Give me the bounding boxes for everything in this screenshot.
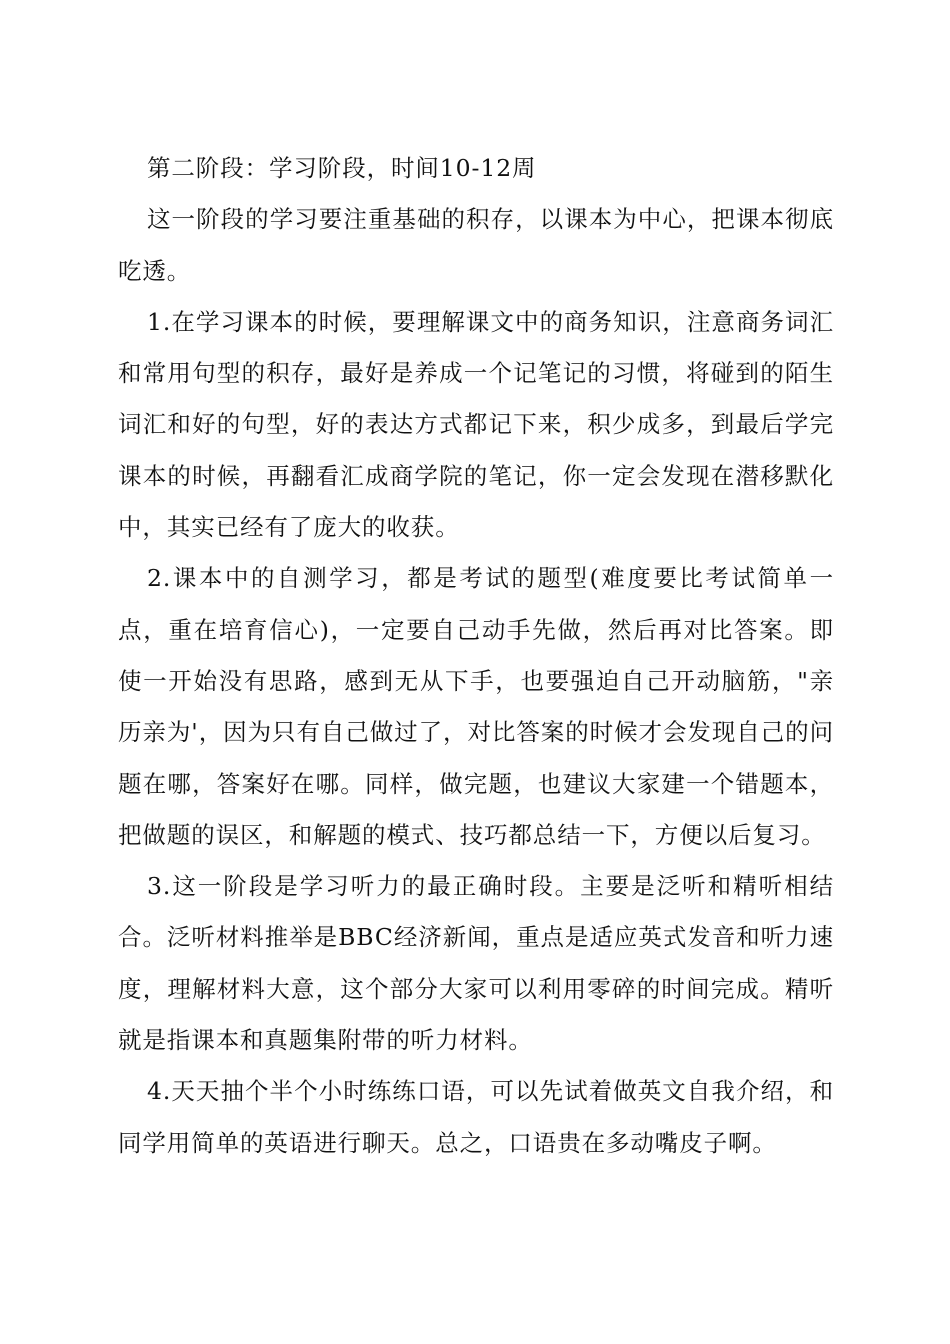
intro-paragraph: 这一阶段的学习要注重基础的积存，以课本为中心，把课本彻底吃透。 [118,205,834,285]
point-3-paragraph: 3.这一阶段是学习听力的最正确时段。主要是泛听和精听相结合。泛听材料推举是BBC经济新闻，重点是适应英式发音和听力速度，理解材料大意，这个部分大家可以利用零碎的时间完成。精听就是指课本和真题集附带的听力材料。 [118,872,834,1055]
point-1-paragraph: 1.在学习课本的时候，要理解课文中的商务知识，注意商务词汇和常用句型的积存，最好是养成一个记笔记的习惯，将碰到的陌生词汇和好的句型，好的表达方式都记下来，积少成多，到最后学完课本的时候，再翻看汇成商学院的笔记，你一定会发现在潜移默化中，其实已经有了庞大的收获。 [118,307,834,542]
section-heading: 第二阶段：学习阶段，时间10-12周 [147,154,537,182]
point-4-paragraph: 4.天天抽个半个小时练练口语，可以先试着做英文自我介绍，和同学用简单的英语进行聊天。总之，口语贵在多动嘴皮子啊。 [118,1077,834,1157]
document-body [118,143,834,1169]
point-2-paragraph: 2.课本中的自测学习，都是考试的题型(难度要比考试简单一点，重在培育信心)，一定要自己动手先做，然后再对比答案。即使一开始没有思路，感到无从下手，也要强迫自己开动脑筋，"亲历亲为'，因为只有自己做过了，对比答案的时候才会发现自己的问题在哪，答案好在哪。同样，做完题，也建议大家建一个错题本，把做题的误区，和解题的模式、技巧都总结一下，方便以后复习。 [118,564,834,849]
